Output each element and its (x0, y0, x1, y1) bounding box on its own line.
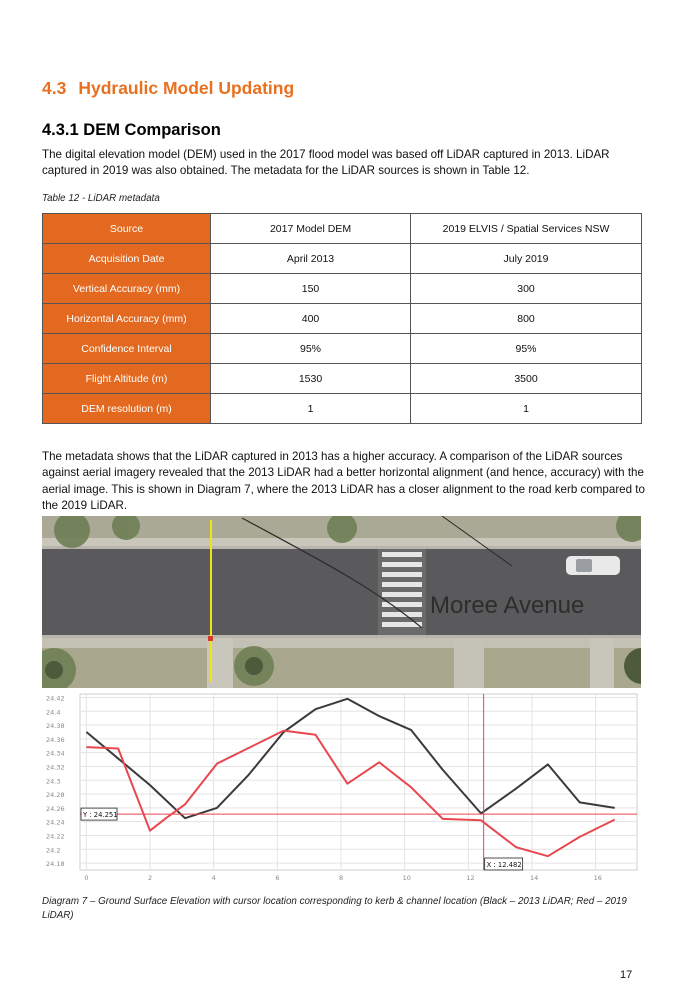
table-row (43, 334, 642, 364)
subsection-heading (42, 121, 221, 140)
x-tick-label: 14 (529, 874, 539, 882)
table-row-label: Flight Altitude (m) (43, 364, 211, 394)
table-row-label: Source (43, 214, 211, 244)
table-cell: 1 (211, 394, 411, 424)
x-tick-label: 12 (466, 874, 475, 882)
table-cell: 400 (211, 304, 411, 334)
table-row (43, 394, 642, 424)
x-tick-label: 6 (275, 874, 280, 882)
section-number: 4.3 (42, 78, 67, 98)
table-header-row (43, 214, 642, 244)
y-tick-label: 24.36 (46, 735, 65, 744)
table-cell: 300 (411, 274, 642, 304)
y-tick-label: 24.28 (46, 791, 65, 800)
table-cell: July 2019 (411, 244, 642, 274)
y-tick-label: 24.42 (46, 694, 65, 703)
lidar-metadata-table (42, 213, 642, 424)
table-cell: 3500 (411, 364, 642, 394)
diagram-7 (42, 516, 641, 890)
table-cell: 95% (411, 334, 642, 364)
table-caption: Table 12 - LiDAR metadata (42, 193, 160, 204)
table-row-label: Confidence Interval (43, 334, 211, 364)
elevation-chart (42, 688, 641, 890)
x-tick-label: 4 (211, 874, 216, 882)
table-row (43, 364, 642, 394)
table-cell: April 2013 (211, 244, 411, 274)
y-tick-label: 24.3 (46, 777, 61, 786)
y-tick-label: 24.38 (46, 722, 65, 731)
table-row-label: Vertical Accuracy (mm) (43, 274, 211, 304)
cursor-y-label: Y : 24.251 (83, 811, 118, 820)
table-cell: 1 (411, 394, 642, 424)
section-title: Hydraulic Model Updating (78, 78, 295, 98)
table-row (43, 244, 642, 274)
table-cell: 150 (211, 274, 411, 304)
intro-paragraph: The digital elevation model (DEM) used in the 2017 flood model was based off LiDAR captured in 2013. LiDAR captured in 2019 was also obtained. The metadata for the LiDAR sources is shown in Table 12. (42, 148, 610, 178)
x-tick-label: 0 (84, 874, 89, 882)
subsection-number: 4.3.1 (42, 121, 79, 139)
table-row-label: DEM resolution (m) (43, 394, 211, 424)
y-tick-label: 24.26 (46, 804, 65, 813)
cursor-x-label: X : 12.482 (486, 861, 522, 869)
y-tick-label: 24.34 (46, 749, 65, 758)
table-row-label: Acquisition Date (43, 244, 211, 274)
table-cell: 800 (411, 304, 642, 334)
x-tick-label: 16 (593, 874, 602, 882)
table-cell: 2017 Model DEM (211, 214, 411, 244)
x-tick-label: 2 (148, 874, 153, 882)
table-row-label: Horizontal Accuracy (mm) (43, 304, 211, 334)
y-tick-label: 24.32 (46, 763, 65, 772)
x-tick-label: 8 (338, 874, 344, 882)
section-heading (42, 78, 294, 99)
table-cell: 95% (211, 334, 411, 364)
y-tick-label: 24.4 (46, 708, 61, 717)
subsection-title: DEM Comparison (83, 121, 221, 139)
x-tick-label: 10 (402, 874, 411, 882)
street-name-label: Moree Avenue (430, 592, 585, 619)
table-row (43, 274, 642, 304)
body-paragraph: The metadata shows that the LiDAR captured in 2013 has a higher accuracy. A comparison of the LiDAR sources against aerial imagery revealed that the 2013 LiDAR had a better horizontal alignment (and hence, accuracy) with the aerial image. This is shown in Diagram 7, where the 2013 LiDAR has a closer alignment to the road kerb compared to the 2019 LiDAR. (42, 450, 645, 513)
table-cell: 1530 (211, 364, 411, 394)
table-cell: 2019 ELVIS / Spatial Services NSW (411, 214, 642, 244)
aerial-image (42, 516, 641, 688)
page-number: 17 (620, 969, 633, 981)
table-row (43, 304, 642, 334)
y-tick-label: 24.24 (46, 818, 65, 827)
y-tick-label: 24.22 (46, 832, 65, 841)
y-tick-label: 24.18 (46, 860, 65, 869)
figure-caption: Diagram 7 – Ground Surface Elevation with cursor location corresponding to kerb & channel location (Black – 2013 LiDAR; Red – 2019 LiDAR) (42, 896, 627, 921)
y-tick-label: 24.2 (46, 846, 61, 855)
